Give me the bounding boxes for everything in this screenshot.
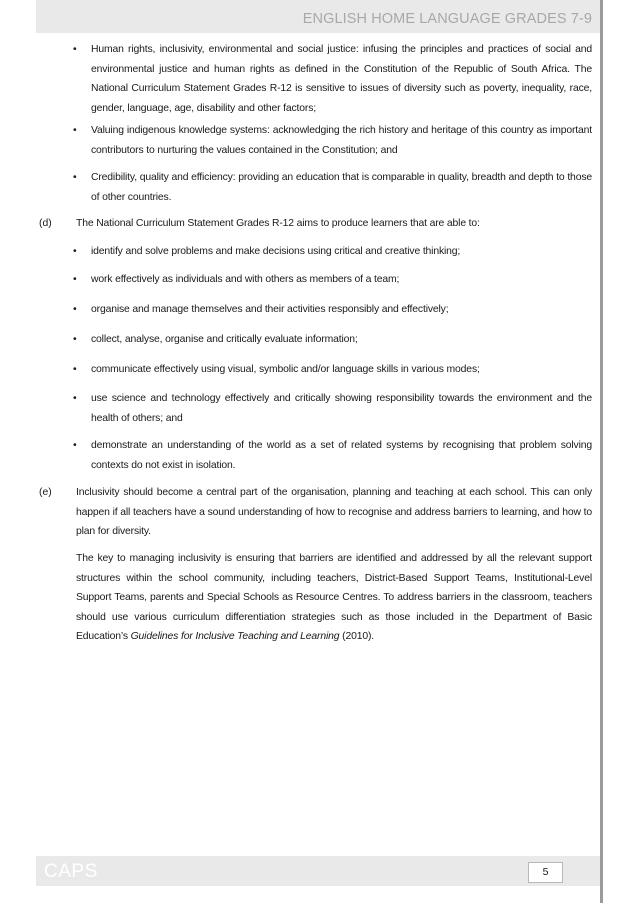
- bullet-marker: •: [73, 364, 77, 375]
- bullet-aim-7: [73, 436, 592, 475]
- bullet-marker: •: [73, 334, 77, 345]
- bullet-aim-3: [73, 300, 592, 320]
- bullet-text: Human rights, inclusivity, environmental and social justice: infusing the principles and practices of social and environmental justice and human rights as defined in the Constitution of the Republic of South Africa. The National Curriculum Statement Grades R-12 is sensitive to issues of diversity such as poverty, inequality, race, gender, language, age, disability and other factors;: [91, 44, 592, 114]
- bullet-marker: •: [73, 44, 77, 55]
- bullet-marker: •: [73, 246, 77, 257]
- section-label-d: (d): [39, 218, 52, 229]
- guidelines-title: Guidelines for Inclusive Teaching and Learning: [130, 631, 340, 642]
- bullet-marker: •: [73, 304, 77, 315]
- section-label-e: (e): [39, 487, 52, 498]
- bullet-aim-2: [73, 270, 592, 290]
- bullet-text: use science and technology effectively and critically showing responsibility towards the environment and the health of others; and: [91, 393, 592, 424]
- bullet-text: organise and manage themselves and their activities responsibly and effectively;: [91, 304, 449, 315]
- bullet-text: collect, analyse, organise and critically evaluate information;: [91, 334, 358, 345]
- section-e-paragraph-2: [76, 549, 592, 647]
- bullet-text: identify and solve problems and make decisions using critical and creative thinking;: [91, 246, 461, 257]
- bullet-marker: •: [73, 393, 77, 404]
- bullet-indigenous-knowledge: [73, 121, 592, 160]
- bullet-credibility: [73, 168, 592, 207]
- page-number: 5: [528, 862, 563, 883]
- bullet-marker: •: [73, 125, 77, 136]
- header-title: ENGLISH HOME LANGUAGE GRADES 7-9: [302, 11, 592, 27]
- paragraph-2-text: The key to managing inclusivity is ensuring that barriers are identified and addressed by all the relevant support structures within the school community, including teachers, District-Based Support Teams, Institutional-Level Support Teams, parents and Special Schools as Resource Centres. To address barriers in the classroom, teachers should use various curriculum differentiation strategies such as those included in the Department of Basic Education’s: [76, 553, 592, 642]
- section-e-paragraph-1: Inclusivity should become a central part of the organisation, planning and teaching at each school. This can only happen if all teachers have a sound understanding of how to recognise and address barriers to learning, and how to plan for diversity.: [76, 487, 592, 537]
- bullet-marker: •: [73, 172, 77, 183]
- bullet-aim-6: [73, 389, 592, 428]
- bullet-aim-1: [73, 242, 592, 262]
- section-d-intro: The National Curriculum Statement Grades R-12 aims to produce learners that are able to:: [76, 218, 480, 229]
- bullet-aim-4: [73, 330, 592, 350]
- right-margin-rule: [600, 0, 603, 903]
- bullet-marker: •: [73, 440, 77, 451]
- bullet-text: demonstrate an understanding of the world as a set of related systems by recognising that problem solving contexts do not exist in isolation.: [91, 440, 592, 471]
- bullet-human-rights: [73, 40, 592, 118]
- bullet-text: Credibility, quality and efficiency: providing an education that is comparable in quality, breadth and depth to those of other countries.: [91, 172, 592, 203]
- footer-bar: [36, 856, 600, 886]
- footer-caps-label: CAPS: [44, 861, 98, 882]
- bullet-text: communicate effectively using visual, symbolic and/or language skills in various modes;: [91, 364, 480, 375]
- bullet-text: Valuing indigenous knowledge systems: acknowledging the rich history and heritage of this country as important contributors to nurturing the values contained in the Constitution; and: [91, 125, 592, 156]
- header-bar: [36, 0, 600, 33]
- bullet-marker: •: [73, 274, 77, 285]
- paragraph-2-end: (2010).: [339, 631, 374, 642]
- bullet-text: work effectively as individuals and with others as members of a team;: [91, 274, 400, 285]
- bullet-aim-5: [73, 360, 592, 380]
